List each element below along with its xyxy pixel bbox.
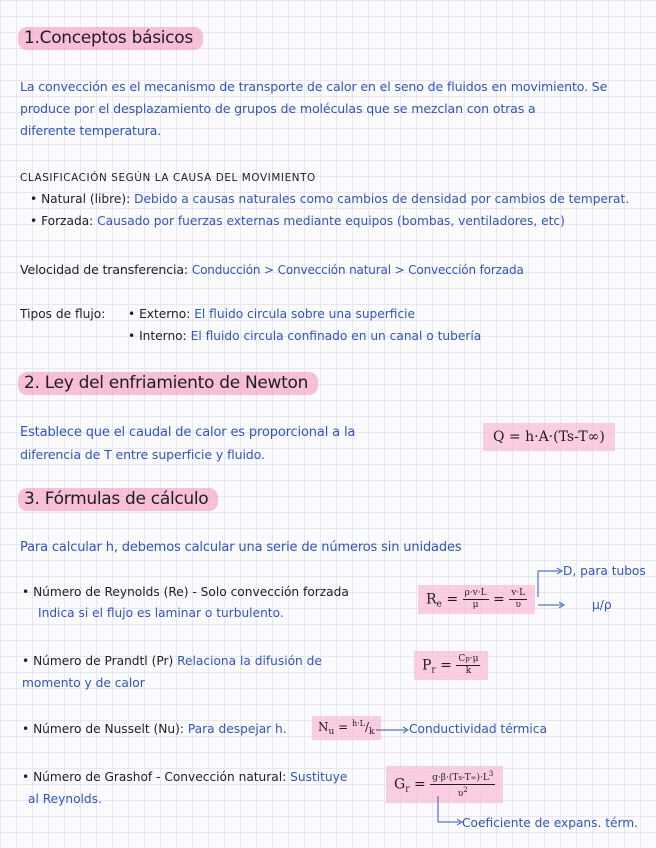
grashof-title: • Número de Grashof - Convección natural:	[22, 770, 287, 784]
reynolds-formula: $R_e$ = $\frac{\rho\cdot v\cdot L}{\mu}$ = $\frac{v\cdot L}{\upsilon}$	[418, 585, 535, 614]
grashof-desc-2: al Reynolds.	[28, 792, 102, 806]
forced-label: • Forzada:	[30, 214, 94, 228]
classification-title: CLASIFICACIÓN SEGÚN LA CAUSA DEL MOVIMIENTO	[20, 172, 316, 184]
classification-forced	[30, 214, 565, 228]
newton-formula: Q = h·A·(Ts-T∞)	[483, 423, 615, 451]
natural-text: Debido a causas naturales como cambios de densidad por cambios de temperat.	[134, 192, 630, 206]
reynolds-title: • Número de Reynolds (Re) - Solo convección forzada	[22, 585, 349, 599]
reynolds-note-diameter: D, para tubos	[563, 564, 646, 578]
speed-text: Conducción > Convección natural > Convección forzada	[191, 263, 524, 277]
grashof-desc-1: Sustituye	[290, 770, 348, 784]
prandtl-formula: $P_r$ = $\frac{Cp\cdot\mu}{k}$	[414, 651, 488, 680]
grashof-note: Coeficiente de expans. térm.	[462, 816, 639, 830]
classification-natural	[30, 192, 629, 206]
newton-text-line-1: Establece que el caudal de calor es proporcional a la	[20, 425, 356, 440]
grashof-formula: $G_r$ = $\frac{g\cdot\beta\cdot(Ts-T\infty)\cdot L^3}{\upsilon^2}$	[386, 766, 503, 803]
prandtl-title: • Número de Prandtl (Pr)	[22, 654, 174, 668]
external-text: El fluido circula sobre una superficie	[194, 307, 416, 321]
intro-line-3: diferente temperatura.	[20, 123, 162, 138]
nusselt-desc: Para despejar h.	[187, 722, 287, 736]
grashof-arrow	[430, 796, 464, 830]
section-heading-newton: 2. Ley del enfriamiento de Newton	[18, 372, 318, 395]
intro-line-1: La convección es el mecanismo de transporte de calor en el seno de fluidos en movimiento. Se	[20, 79, 608, 94]
prandtl-desc-1: Relaciona la difusión de	[177, 654, 322, 668]
nusselt-line	[22, 722, 287, 736]
intro-line-2: produce por el desplazamiento de grupos de moléculas que se mezclan con otras a	[20, 101, 536, 116]
newton-text-line-2: diferencia de T entre superficie y fluido.	[20, 447, 265, 462]
internal-text: El fluido circula confinado en un canal o tubería	[190, 329, 482, 343]
nusselt-formula: $N_u = ^{h\cdot L}/_k$	[312, 716, 381, 740]
transfer-speed	[20, 259, 524, 281]
forced-text: Causado por fuerzas externas mediante equipos (bombas, ventiladores, etc)	[97, 214, 565, 228]
reynolds-note-mu-rho: μ/ρ	[592, 598, 612, 612]
flow-internal	[128, 329, 481, 343]
section-heading-formulas: 3. Fórmulas de cálculo	[18, 488, 218, 511]
flow-external	[128, 307, 415, 321]
internal-label: • Interno:	[128, 329, 187, 343]
nusselt-note: Conductividad térmica	[409, 722, 547, 736]
speed-label: Velocidad de transferencia:	[20, 262, 188, 277]
nusselt-arrow	[376, 724, 410, 736]
reynolds-desc: Indica si el flujo es laminar o turbulento.	[38, 606, 284, 620]
grashof-line-1	[22, 770, 347, 784]
flow-label: Tipos de flujo:	[20, 307, 106, 321]
prandtl-desc-2: momento y de calor	[22, 676, 145, 690]
nusselt-title: • Número de Nusselt (Nu):	[22, 722, 184, 736]
prandtl-line-1	[22, 654, 322, 668]
external-label: • Externo:	[128, 307, 191, 321]
formulas-intro: Para calcular h, debemos calcular una serie de números sin unidades	[20, 540, 462, 555]
section-heading-conceptos: 1.Conceptos básicos	[18, 27, 203, 50]
natural-label: • Natural (libre):	[30, 192, 131, 206]
